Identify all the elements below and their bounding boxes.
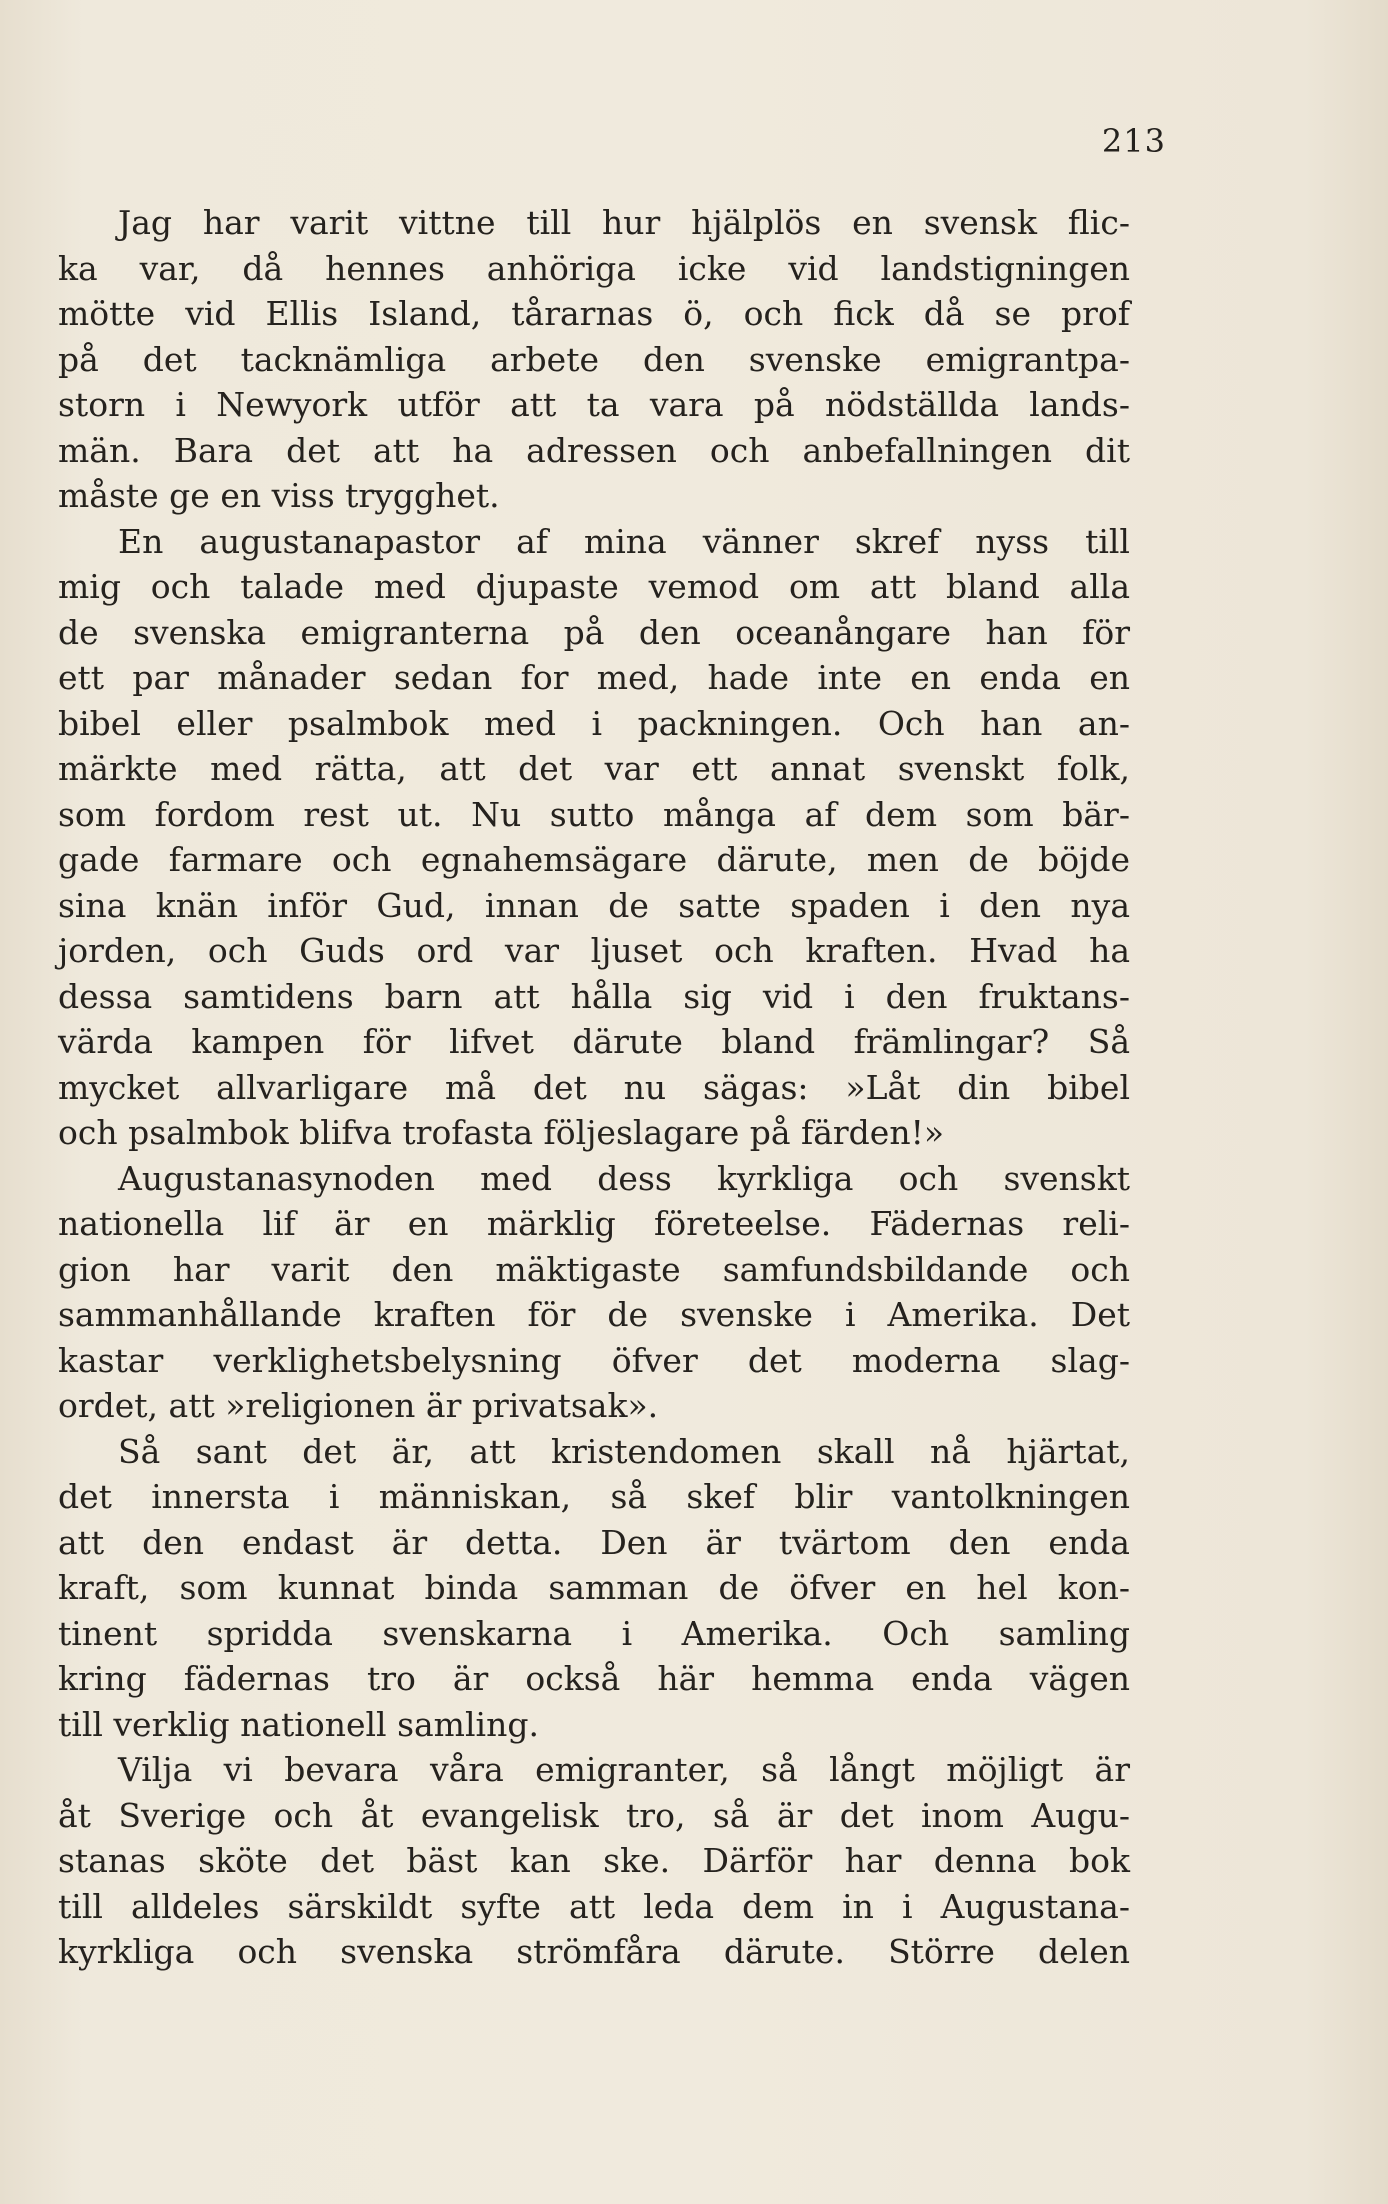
text-line: stanas sköte det bäst kan ske. Därför har denna bok bbox=[58, 1841, 1130, 1880]
text-line: ett par månader sedan for med, hade inte en enda en bbox=[58, 658, 1130, 697]
text-line: gade farmare och egnahemsägare därute, men de böjde bbox=[58, 840, 1130, 879]
text-line: män. Bara det att ha adressen och anbefallningen dit bbox=[58, 430, 1130, 470]
text-line: Så sant det är, att kristendomen skall nå hjärtat, bbox=[118, 1431, 1130, 1471]
text-line: Augustanasynoden med dess kyrkliga och svenskt bbox=[118, 1158, 1130, 1198]
text-line: nationella lif är en märklig företeelse. Fädernas reli- bbox=[58, 1204, 1130, 1243]
text-line: åt Sverige och åt evangelisk tro, så är det inom Augu- bbox=[58, 1795, 1130, 1835]
text-line: att den endast är detta. Den är tvärtom den enda bbox=[58, 1522, 1130, 1562]
text-line: måste ge en viss trygghet. bbox=[58, 476, 500, 515]
text-line: mycket allvarligare må det nu sägas: »Låt din bibel bbox=[58, 1067, 1130, 1107]
text-line: till alldeles särskildt syfte att leda dem in i Augustana- bbox=[58, 1886, 1130, 1926]
text-line: till verklig nationell samling. bbox=[58, 1704, 539, 1744]
text-line: kastar verklighetsbelysning öfver det moderna slag- bbox=[58, 1340, 1130, 1380]
text-line: En augustanapastor af mina vänner skref nyss till bbox=[118, 521, 1130, 561]
text-line: det innersta i människan, så skef blir vantolkningen bbox=[58, 1477, 1130, 1516]
text-line: dessa samtidens barn att hålla sig vid i den fruktans- bbox=[58, 976, 1130, 1016]
text-line: sina knän inför Gud, innan de satte spaden i den nya bbox=[58, 885, 1130, 925]
text-line: jorden, och Guds ord var ljuset och kraften. Hvad ha bbox=[58, 931, 1130, 970]
text-line: de svenska emigranterna på den oceanångare han för bbox=[58, 612, 1130, 652]
text-line: sammanhållande kraften för de svenske i Amerika. Det bbox=[58, 1295, 1130, 1334]
body-text bbox=[58, 200, 1130, 1975]
text-line: mig och talade med djupaste vemod om att bland alla bbox=[58, 567, 1130, 606]
page-number: 213 bbox=[1101, 122, 1166, 160]
text-line: bibel eller psalmbok med i packningen. Och han an- bbox=[58, 703, 1130, 743]
text-line: värda kampen för lifvet därute bland främlingar? Så bbox=[58, 1022, 1130, 1061]
text-line: Jag har varit vittne till hur hjälplös en svensk flic- bbox=[118, 203, 1130, 242]
text-line: märkte med rätta, att det var ett annat svenskt folk, bbox=[58, 749, 1130, 788]
text-line: mötte vid Ellis Island, tårarnas ö, och fick då se prof bbox=[58, 294, 1130, 333]
text-line: kraft, som kunnat binda samman de öfver en hel kon- bbox=[58, 1568, 1130, 1607]
text-line: tinent spridda svenskarna i Amerika. Och samling bbox=[58, 1613, 1130, 1653]
text-line: storn i Newyork utför att ta vara på nödställda lands- bbox=[58, 385, 1130, 424]
text-line: gion har varit den mäktigaste samfundsbildande och bbox=[58, 1249, 1130, 1289]
text-line: som fordom rest ut. Nu sutto många af dem som bär- bbox=[58, 794, 1130, 834]
text-line: ordet, att »religionen är privatsak». bbox=[58, 1386, 659, 1425]
text-line: på det tacknämliga arbete den svenske emigrantpa- bbox=[58, 339, 1130, 379]
text-line: och psalmbok blifva trofasta följeslagare på färden!» bbox=[58, 1113, 945, 1152]
text-line: kyrkliga och svenska strömfåra därute. Större delen bbox=[58, 1932, 1130, 1971]
text-line: kring fädernas tro är också här hemma enda vägen bbox=[58, 1659, 1130, 1698]
text-line: Vilja vi bevara våra emigranter, så långt möjligt är bbox=[118, 1750, 1130, 1789]
text-line: ka var, då hennes anhöriga icke vid landstigningen bbox=[58, 248, 1130, 288]
